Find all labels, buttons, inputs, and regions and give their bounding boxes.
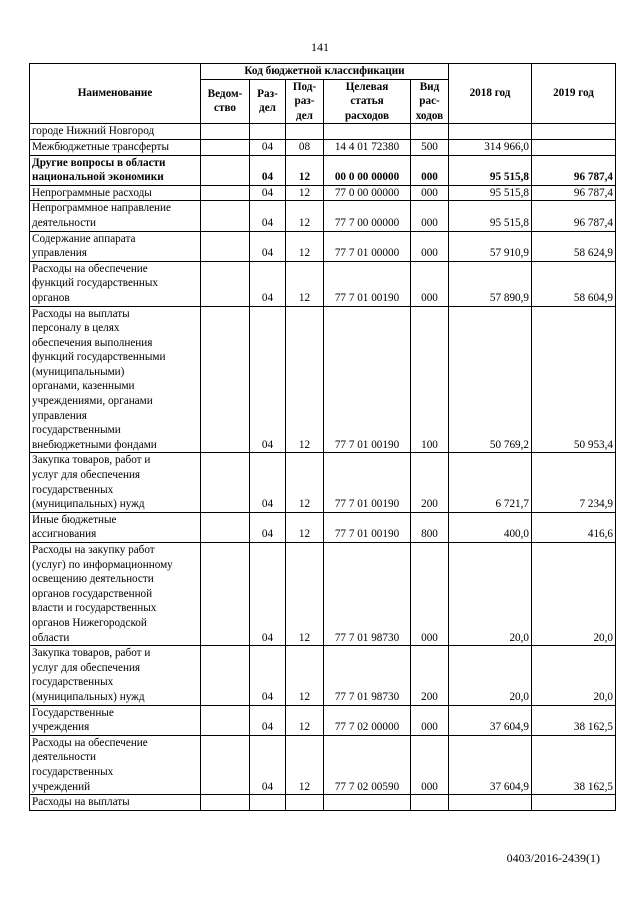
table-row: [30, 795, 616, 811]
row-target-article: [324, 795, 411, 811]
row-name: Другие вопросы в области национальной экономики: [30, 155, 201, 185]
row-amount-2018: 95 515,8: [449, 155, 532, 185]
row-name: Непрограммное направление деятельности: [30, 201, 201, 231]
row-vedomstvo: [201, 306, 250, 453]
table-row: [30, 705, 616, 735]
row-vedomstvo: [201, 124, 250, 140]
row-target-article: 77 7 02 00590: [324, 735, 411, 794]
row-podrazdel: 12: [286, 705, 324, 735]
row-razdel: 04: [250, 512, 286, 542]
header-2018: 2018 год: [449, 64, 532, 124]
row-expense-type: 000: [411, 705, 449, 735]
row-target-article: 00 0 00 00000: [324, 155, 411, 185]
row-podrazdel: 12: [286, 261, 324, 306]
row-target-article: 77 7 01 00190: [324, 306, 411, 453]
row-name: Содержание аппарата управления: [30, 231, 201, 261]
header-podrazdel: Под- раз- дел: [286, 79, 324, 124]
row-amount-2018: 6 721,7: [449, 453, 532, 512]
row-expense-type: 000: [411, 543, 449, 646]
row-razdel: 04: [250, 155, 286, 185]
table-row: [30, 261, 616, 306]
row-expense-type: 000: [411, 201, 449, 231]
header-row-top: [30, 64, 616, 80]
row-vedomstvo: [201, 735, 250, 794]
row-amount-2019: 96 787,4: [532, 201, 616, 231]
row-expense-type: 000: [411, 155, 449, 185]
row-expense-type: 200: [411, 453, 449, 512]
row-amount-2019: 38 162,5: [532, 705, 616, 735]
header-vedomstvo: Ведом- ство: [201, 79, 250, 124]
row-target-article: 77 7 01 98730: [324, 646, 411, 705]
row-vedomstvo: [201, 185, 250, 201]
row-amount-2018: 95 515,8: [449, 201, 532, 231]
row-podrazdel: 12: [286, 543, 324, 646]
row-amount-2019: 7 234,9: [532, 453, 616, 512]
row-podrazdel: 12: [286, 453, 324, 512]
row-podrazdel: 12: [286, 512, 324, 542]
budget-table: [29, 63, 616, 811]
row-razdel: 04: [250, 261, 286, 306]
row-amount-2019: 20,0: [532, 646, 616, 705]
row-name: Государственные учреждения: [30, 705, 201, 735]
row-razdel: [250, 124, 286, 140]
table-row: [30, 155, 616, 185]
row-podrazdel: 08: [286, 139, 324, 155]
table-row: [30, 185, 616, 201]
row-amount-2018: 314 966,0: [449, 139, 532, 155]
row-target-article: 77 7 02 00000: [324, 705, 411, 735]
row-podrazdel: 12: [286, 185, 324, 201]
table-row: [30, 139, 616, 155]
row-podrazdel: 12: [286, 735, 324, 794]
row-vedomstvo: [201, 512, 250, 542]
table-row: [30, 735, 616, 794]
page-number: 141: [311, 40, 329, 54]
row-podrazdel: 12: [286, 155, 324, 185]
row-razdel: 04: [250, 705, 286, 735]
row-vedomstvo: [201, 646, 250, 705]
row-amount-2019: [532, 124, 616, 140]
row-expense-type: 000: [411, 185, 449, 201]
row-name: Непрограммные расходы: [30, 185, 201, 201]
row-podrazdel: 12: [286, 201, 324, 231]
row-vedomstvo: [201, 705, 250, 735]
row-podrazdel: 12: [286, 231, 324, 261]
row-amount-2018: [449, 124, 532, 140]
row-expense-type: 100: [411, 306, 449, 453]
row-podrazdel: [286, 124, 324, 140]
table-row: [30, 512, 616, 542]
header-expense-type: Вид рас- ходов: [411, 79, 449, 124]
row-expense-type: 000: [411, 231, 449, 261]
row-name: Расходы на выплаты: [30, 795, 201, 811]
header-2019: 2019 год: [532, 64, 616, 124]
row-razdel: 04: [250, 185, 286, 201]
header-target-article: Целевая статья расходов: [324, 79, 411, 124]
row-vedomstvo: [201, 795, 250, 811]
row-amount-2018: 20,0: [449, 543, 532, 646]
table-row: [30, 124, 616, 140]
header-razdel: Раз- дел: [250, 79, 286, 124]
header-name: Наименование: [30, 64, 201, 124]
row-target-article: [324, 124, 411, 140]
row-amount-2018: 57 910,9: [449, 231, 532, 261]
row-target-article: 77 7 01 00190: [324, 261, 411, 306]
table-row: [30, 543, 616, 646]
row-amount-2019: 50 953,4: [532, 306, 616, 453]
row-expense-type: [411, 124, 449, 140]
table-row: [30, 646, 616, 705]
header-code-group: Код бюджетной классификации: [201, 64, 449, 80]
table-row: [30, 231, 616, 261]
row-target-article: 77 0 00 00000: [324, 185, 411, 201]
row-amount-2018: 50 769,2: [449, 306, 532, 453]
table-body: [30, 124, 616, 810]
row-target-article: 77 7 01 00190: [324, 453, 411, 512]
row-name: Закупка товаров, работ и услуг для обеспечения государственных (муниципальных) нужд: [30, 646, 201, 705]
row-amount-2018: 37 604,9: [449, 735, 532, 794]
row-amount-2018: 37 604,9: [449, 705, 532, 735]
row-amount-2018: 57 890,9: [449, 261, 532, 306]
row-podrazdel: 12: [286, 306, 324, 453]
row-amount-2018: 95 515,8: [449, 185, 532, 201]
row-amount-2018: 20,0: [449, 646, 532, 705]
row-vedomstvo: [201, 261, 250, 306]
row-expense-type: 500: [411, 139, 449, 155]
document-code: 0403/2016-2439(1): [506, 851, 600, 865]
row-expense-type: 800: [411, 512, 449, 542]
row-expense-type: 000: [411, 735, 449, 794]
row-amount-2018: [449, 795, 532, 811]
row-amount-2018: 400,0: [449, 512, 532, 542]
row-target-article: 14 4 01 72380: [324, 139, 411, 155]
row-name: Расходы на закупку работ (услуг) по информационному освещению деятельности органов государственной власти и государственных органов Нижегородской области: [30, 543, 201, 646]
row-target-article: 77 7 00 00000: [324, 201, 411, 231]
row-razdel: 04: [250, 306, 286, 453]
row-vedomstvo: [201, 139, 250, 155]
row-razdel: 04: [250, 646, 286, 705]
row-amount-2019: 20,0: [532, 543, 616, 646]
row-name: Межбюджетные трансферты: [30, 139, 201, 155]
row-name: Закупка товаров, работ и услуг для обеспечения государственных (муниципальных) нужд: [30, 453, 201, 512]
row-razdel: 04: [250, 201, 286, 231]
table-row: [30, 201, 616, 231]
row-amount-2019: 38 162,5: [532, 735, 616, 794]
row-vedomstvo: [201, 543, 250, 646]
row-target-article: 77 7 01 98730: [324, 543, 411, 646]
row-amount-2019: 96 787,4: [532, 185, 616, 201]
row-vedomstvo: [201, 231, 250, 261]
row-amount-2019: [532, 139, 616, 155]
row-amount-2019: 416,6: [532, 512, 616, 542]
row-name: Расходы на обеспечение функций государственных органов: [30, 261, 201, 306]
row-vedomstvo: [201, 453, 250, 512]
row-name: Иные бюджетные ассигнования: [30, 512, 201, 542]
row-name: Расходы на выплаты персоналу в целях обеспечения выполнения функций государственными (муниципальными) органами, казенными учреждениями, органами управления государственными внебюджетными фондами: [30, 306, 201, 453]
row-vedomstvo: [201, 201, 250, 231]
row-razdel: 04: [250, 139, 286, 155]
row-expense-type: [411, 795, 449, 811]
row-name: городе Нижний Новгород: [30, 124, 201, 140]
table-row: [30, 453, 616, 512]
row-razdel: 04: [250, 453, 286, 512]
row-vedomstvo: [201, 155, 250, 185]
row-name: Расходы на обеспечение деятельности государственных учреждений: [30, 735, 201, 794]
row-expense-type: 000: [411, 261, 449, 306]
row-podrazdel: [286, 795, 324, 811]
row-expense-type: 200: [411, 646, 449, 705]
table-row: [30, 306, 616, 453]
row-razdel: 04: [250, 231, 286, 261]
row-razdel: 04: [250, 543, 286, 646]
row-amount-2019: 58 624,9: [532, 231, 616, 261]
row-razdel: [250, 795, 286, 811]
row-podrazdel: 12: [286, 646, 324, 705]
row-target-article: 77 7 01 00000: [324, 231, 411, 261]
row-amount-2019: 96 787,4: [532, 155, 616, 185]
row-amount-2019: [532, 795, 616, 811]
row-target-article: 77 7 01 00190: [324, 512, 411, 542]
row-amount-2019: 58 604,9: [532, 261, 616, 306]
row-razdel: 04: [250, 735, 286, 794]
